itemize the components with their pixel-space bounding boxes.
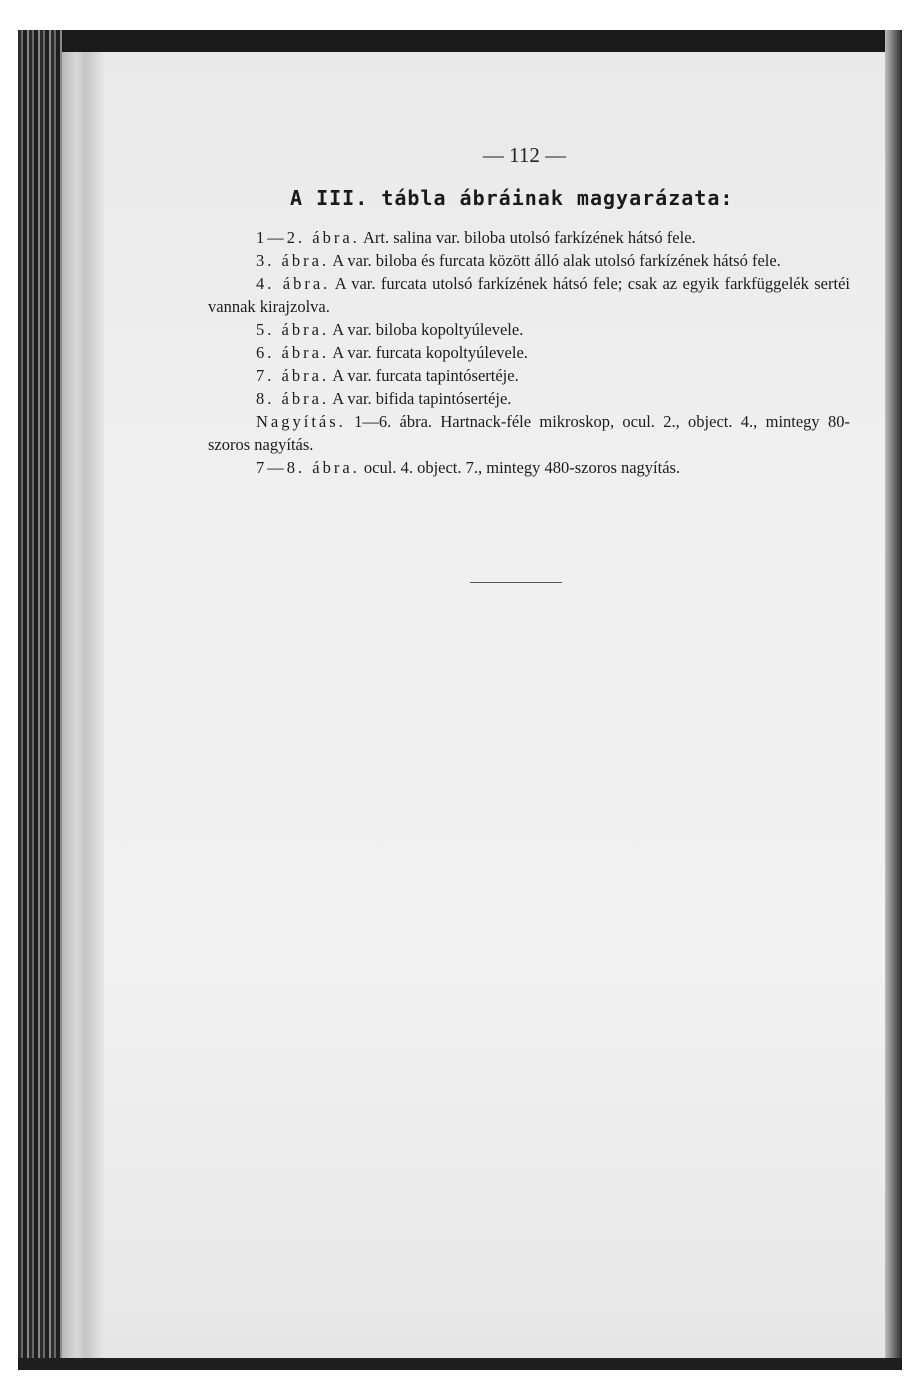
- entry-label: 3. ábra.: [256, 251, 330, 270]
- scan-border-top: [18, 30, 902, 52]
- entry-text: A var. biloba és furcata között álló alak utolsó farkízének hátsó fele.: [332, 251, 781, 270]
- page-number: — 112 —: [482, 143, 567, 167]
- section-divider: [470, 582, 562, 583]
- figure-explanations: [208, 226, 850, 479]
- entry-7-8: [208, 456, 850, 479]
- entry-5: [208, 318, 850, 341]
- entry-4: [208, 272, 850, 318]
- book-spine-edge: [18, 30, 62, 1370]
- entry-label: 5. ábra.: [256, 320, 330, 339]
- entry-text: A var. biloba kopoltyúlevele.: [332, 320, 524, 339]
- book-gutter: [62, 52, 104, 1362]
- entry-text: Art. salina var. biloba utolsó farkízének hátsó fele.: [363, 228, 696, 247]
- entry-8: [208, 387, 850, 410]
- entry-7: [208, 364, 850, 387]
- entry-label: 4. ábra.: [256, 274, 331, 293]
- entry-3: [208, 249, 850, 272]
- entry-text: A var. furcata utolsó farkízének hátsó fele; csak az egyik farkfüggelék sertéi vannak kirajzolva.: [208, 274, 850, 316]
- entry-label: 6. ábra.: [256, 343, 330, 362]
- entry-text: A var. furcata kopoltyúlevele.: [332, 343, 528, 362]
- scan-border-bottom: [18, 1358, 902, 1370]
- entry-1-2: [208, 226, 850, 249]
- entry-6: [208, 341, 850, 364]
- plate-title: A III. tábla ábráinak magyarázata:: [290, 186, 734, 210]
- entry-label: 7—8. ábra.: [256, 458, 360, 477]
- entry-text: A var. bifida tapintósertéje.: [332, 389, 512, 408]
- entry-label: 7. ábra.: [256, 366, 330, 385]
- entry-text: 1—6. ábra. Hartnack-féle mikroskop, ocul. 2., object. 4., mintegy 80-szoros nagyítás.: [208, 412, 850, 454]
- entry-label: 1—2. ábra.: [256, 228, 360, 247]
- entry-label: 8. ábra.: [256, 389, 330, 408]
- entry-magnification: [208, 410, 850, 456]
- scan-border-right: [885, 30, 902, 1360]
- entry-text: A var. furcata tapintósertéje.: [332, 366, 519, 385]
- entry-text: ocul. 4. object. 7., mintegy 480-szoros nagyítás.: [363, 458, 681, 477]
- entry-label: Nagyítás.: [256, 412, 346, 431]
